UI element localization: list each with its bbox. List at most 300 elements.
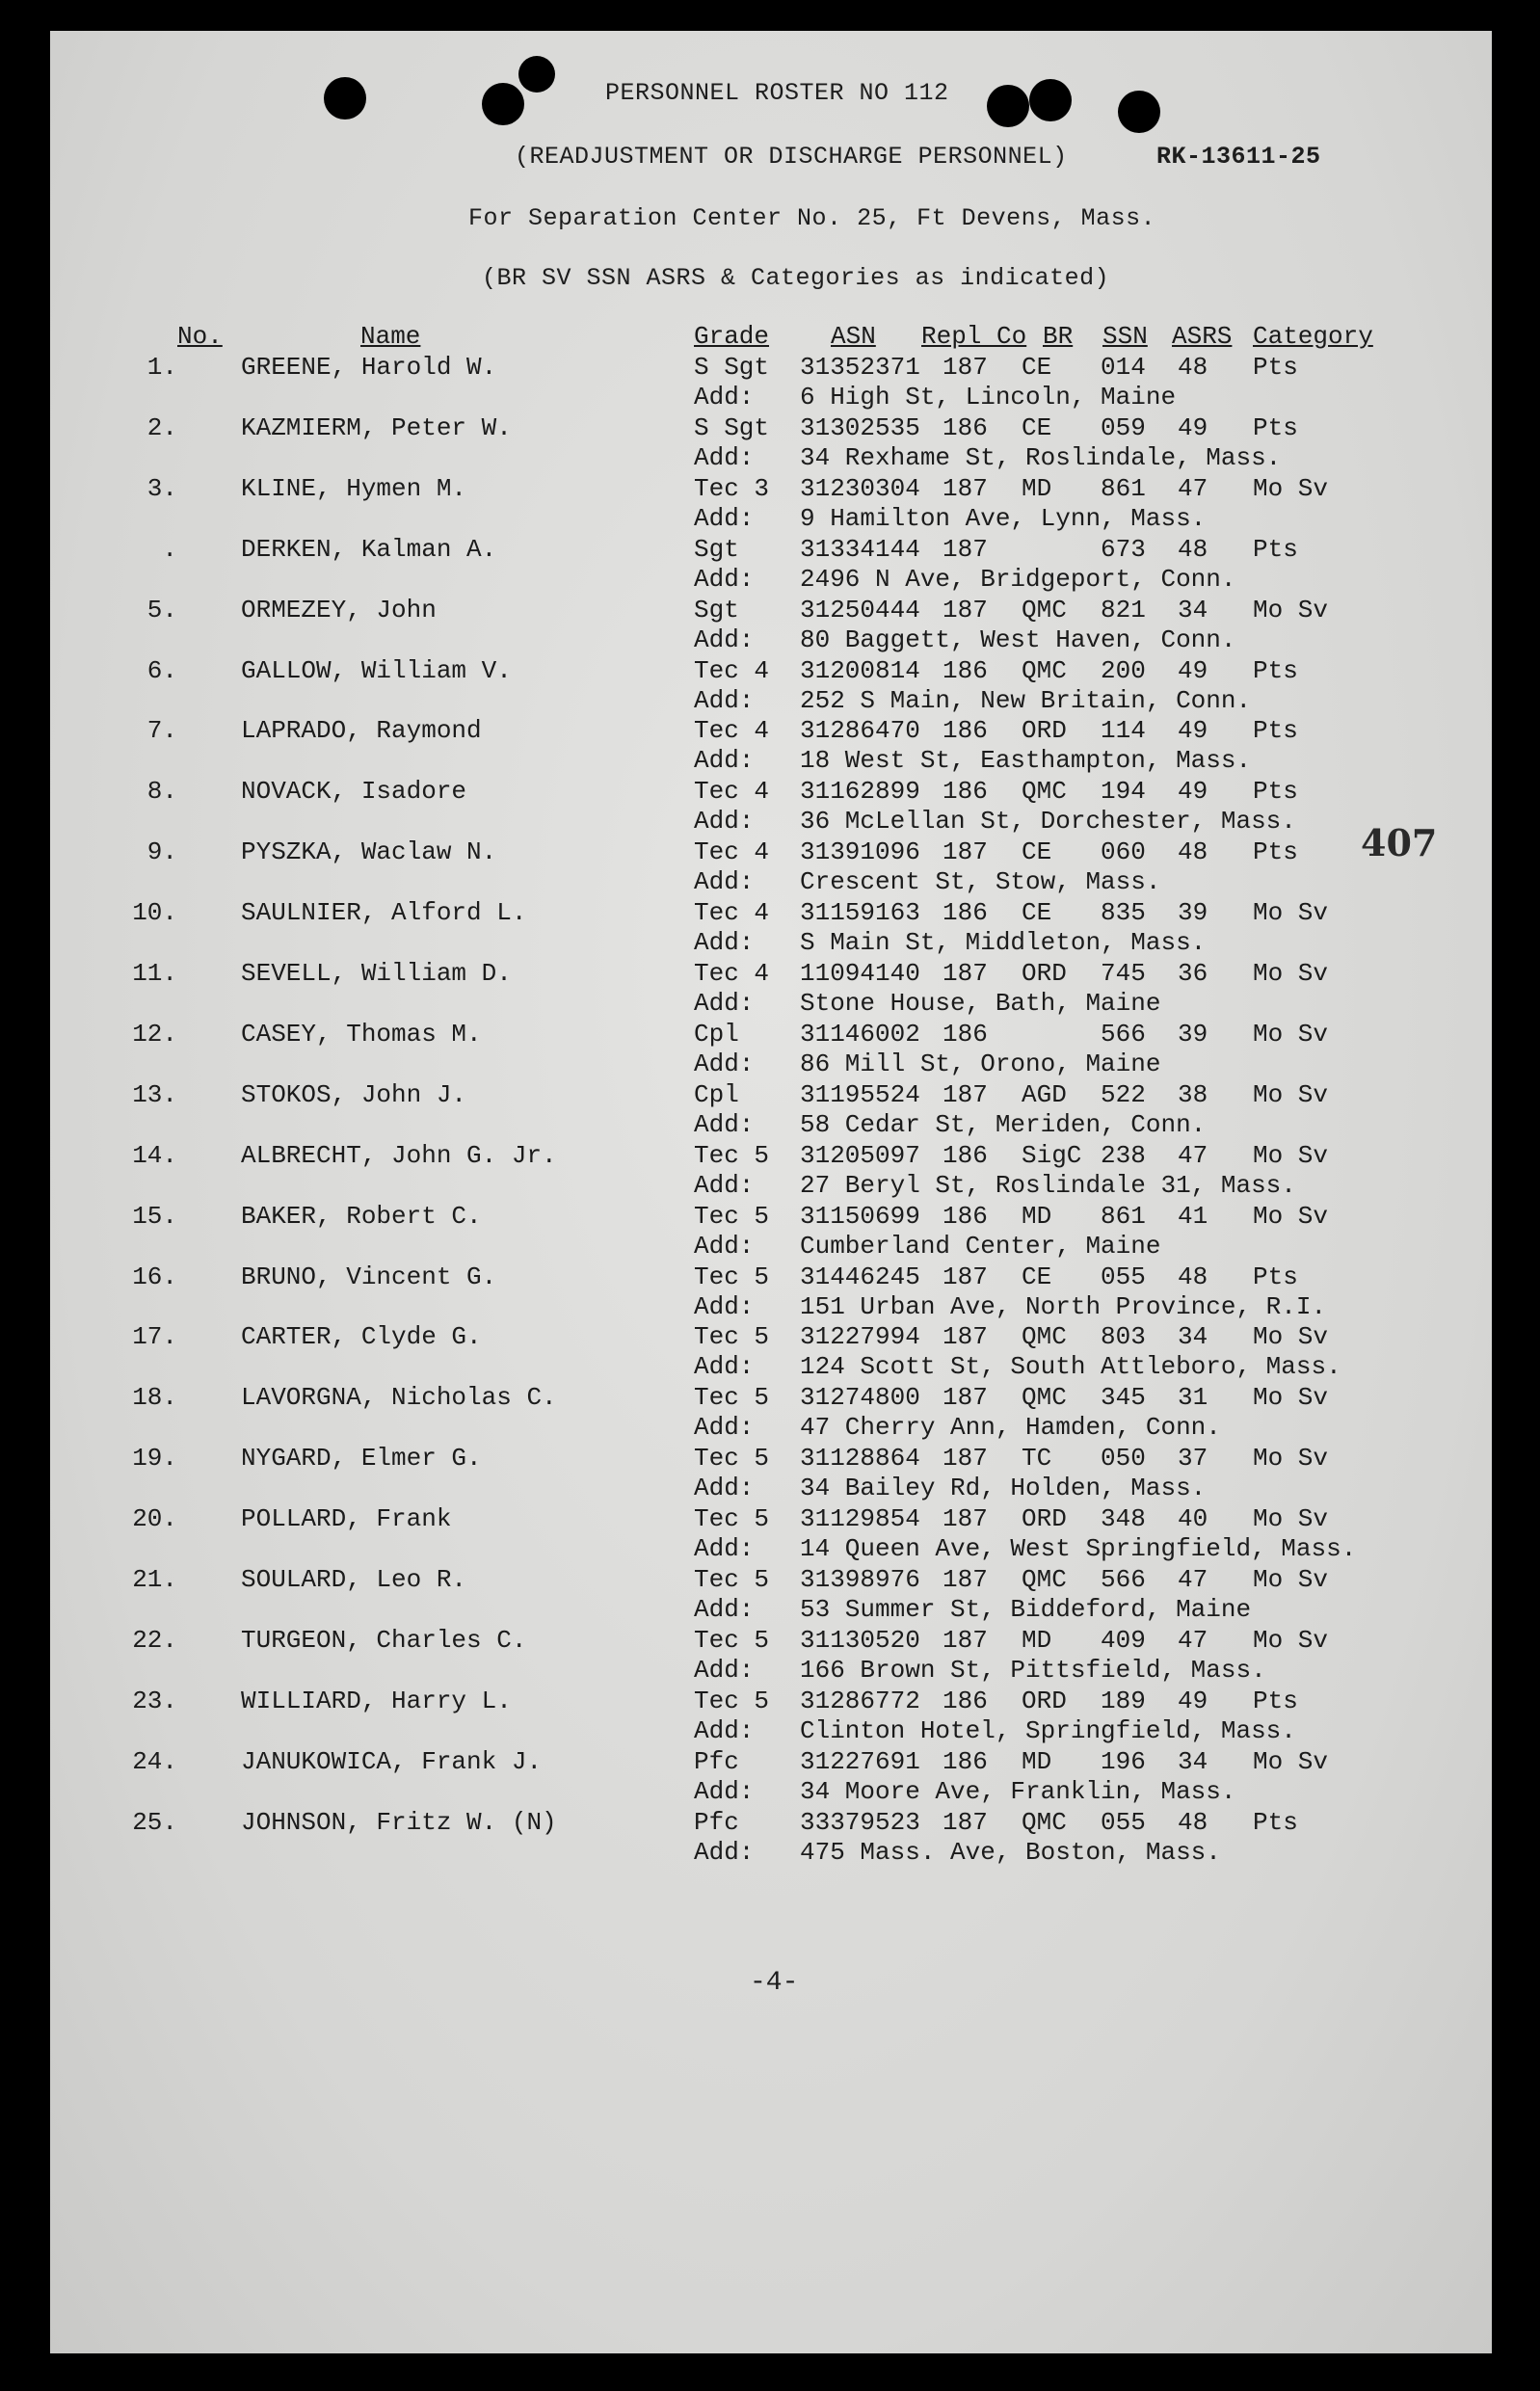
row-grade: Cpl <box>694 1079 739 1109</box>
row-asn: 31146002 <box>800 1019 920 1049</box>
row-grade: Sgt <box>694 534 739 564</box>
row-ssn: 196 <box>1101 1746 1146 1776</box>
row-asrs: 48 <box>1178 534 1208 564</box>
row-asrs: 47 <box>1178 1140 1208 1170</box>
punch-hole <box>482 83 524 125</box>
table-row <box>50 1504 1492 1565</box>
row-asn: 31162899 <box>800 777 920 807</box>
row-category: Pts <box>1253 534 1298 564</box>
row-grade: Sgt <box>694 595 739 624</box>
row-asn: 31352371 <box>800 353 920 382</box>
row-grade: Tec 4 <box>694 837 770 867</box>
row-no: 21. <box>132 1565 177 1594</box>
row-grade: Tec 5 <box>694 1262 770 1291</box>
row-repl: 186 <box>943 716 988 746</box>
row-repl: 186 <box>943 1746 988 1776</box>
row-category: Pts <box>1253 1262 1298 1291</box>
table-row <box>50 1565 1492 1626</box>
row-br: CE <box>1022 353 1052 382</box>
row-name: BRUNO, Vincent G. <box>241 1262 497 1291</box>
roster-subtitle: (READJUSTMENT OR DISCHARGE PERSONNEL) <box>515 143 1068 171</box>
row-asrs: 48 <box>1178 1807 1208 1837</box>
row-address: 18 West St, Easthampton, Mass. <box>800 746 1252 776</box>
table-row <box>50 656 1492 717</box>
row-ssn: 238 <box>1101 1140 1146 1170</box>
row-no: 10. <box>132 898 177 928</box>
row-br: QMC <box>1022 655 1067 685</box>
roster-page <box>50 31 1492 2353</box>
row-category: Pts <box>1253 716 1298 746</box>
row-repl: 187 <box>943 534 988 564</box>
row-name: PYSZKA, Waclaw N. <box>241 837 497 867</box>
row-ssn: 566 <box>1101 1019 1146 1049</box>
row-br: ORD <box>1022 959 1067 988</box>
page-number: -4- <box>750 1968 799 1998</box>
row-asn: 33379523 <box>800 1807 920 1837</box>
side-number: 407 <box>1361 821 1438 864</box>
punch-hole <box>1118 91 1160 133</box>
row-asn: 31195524 <box>800 1079 920 1109</box>
row-repl: 186 <box>943 1201 988 1231</box>
row-name: CARTER, Clyde G. <box>241 1322 482 1352</box>
row-ssn: 745 <box>1101 959 1146 988</box>
row-name: KAZMIERM, Peter W. <box>241 412 512 442</box>
row-grade: Tec 4 <box>694 777 770 807</box>
row-ssn: 189 <box>1101 1686 1146 1715</box>
row-no: 1. <box>146 353 177 382</box>
table-row <box>50 716 1492 777</box>
row-grade: Tec 5 <box>694 1504 770 1534</box>
row-address-label: Add: <box>694 1049 755 1078</box>
row-asn: 31398976 <box>800 1565 920 1594</box>
row-name: SAULNIER, Alford L. <box>241 898 527 928</box>
row-asrs: 49 <box>1178 777 1208 807</box>
row-address: 14 Queen Ave, West Springfield, Mass. <box>800 1534 1357 1564</box>
row-asn: 31446245 <box>800 1262 920 1291</box>
row-no: . <box>162 534 177 564</box>
row-no: 18. <box>132 1383 177 1413</box>
row-category: Mo Sv <box>1253 898 1329 928</box>
row-category: Mo Sv <box>1253 1625 1329 1655</box>
row-repl: 187 <box>943 1262 988 1291</box>
table-row <box>50 596 1492 656</box>
row-asn: 31159163 <box>800 898 920 928</box>
row-ssn: 345 <box>1101 1383 1146 1413</box>
row-ssn: 861 <box>1101 473 1146 503</box>
row-category: Mo Sv <box>1253 595 1329 624</box>
row-asn: 31230304 <box>800 473 920 503</box>
row-no: 11. <box>132 959 177 988</box>
row-repl: 187 <box>943 1807 988 1837</box>
table-row <box>50 777 1492 837</box>
col-header-name: Name <box>360 322 421 351</box>
row-address: 166 Brown St, Pittsfield, Mass. <box>800 1655 1266 1685</box>
row-name: JOHNSON, Fritz W. (N) <box>241 1807 557 1837</box>
row-br: SigC <box>1022 1140 1082 1170</box>
row-asn: 31128864 <box>800 1444 920 1474</box>
row-repl: 187 <box>943 473 988 503</box>
row-ssn: 861 <box>1101 1201 1146 1231</box>
row-name: ORMEZEY, John <box>241 595 437 624</box>
row-br: ORD <box>1022 1504 1067 1534</box>
row-ssn: 060 <box>1101 837 1146 867</box>
row-address: S Main St, Middleton, Mass. <box>800 928 1207 958</box>
col-header-asn: ASN <box>831 322 876 351</box>
row-repl: 186 <box>943 412 988 442</box>
row-name: NOVACK, Isadore <box>241 777 467 807</box>
col-header-grade: Grade <box>694 322 770 351</box>
row-br: CE <box>1022 837 1052 867</box>
table-row <box>50 535 1492 596</box>
row-address-label: Add: <box>694 1715 755 1745</box>
row-name: ALBRECHT, John G. Jr. <box>241 1140 557 1170</box>
col-header-repl: Repl Co <box>921 322 1027 351</box>
row-address: 47 Cherry Ann, Hamden, Conn. <box>800 1413 1221 1443</box>
row-name: STOKOS, John J. <box>241 1079 467 1109</box>
row-ssn: 114 <box>1101 716 1146 746</box>
row-category: Mo Sv <box>1253 959 1329 988</box>
row-ssn: 050 <box>1101 1444 1146 1474</box>
table-row <box>50 353 1492 413</box>
table-row <box>50 1626 1492 1687</box>
table-row <box>50 898 1492 959</box>
row-address-label: Add: <box>694 1170 755 1200</box>
table-row <box>50 1444 1492 1504</box>
row-address-label: Add: <box>694 1534 755 1564</box>
row-category: Pts <box>1253 1807 1298 1837</box>
table-row <box>50 1322 1492 1383</box>
row-repl: 187 <box>943 837 988 867</box>
row-br: ORD <box>1022 716 1067 746</box>
row-name: GREENE, Harold W. <box>241 353 497 382</box>
row-ssn: 200 <box>1101 655 1146 685</box>
row-address: Cumberland Center, Maine <box>800 1231 1161 1261</box>
row-address-label: Add: <box>694 624 755 654</box>
row-address: 6 High St, Lincoln, Maine <box>800 383 1177 412</box>
row-asn: 31391096 <box>800 837 920 867</box>
row-category: Pts <box>1253 837 1298 867</box>
row-grade: Tec 4 <box>694 655 770 685</box>
row-address: Clinton Hotel, Springfield, Mass. <box>800 1715 1296 1745</box>
row-category: Mo Sv <box>1253 1019 1329 1049</box>
row-name: DERKEN, Kalman A. <box>241 534 497 564</box>
row-grade: Cpl <box>694 1019 739 1049</box>
table-row <box>50 1080 1492 1141</box>
row-ssn: 566 <box>1101 1565 1146 1594</box>
row-br: MD <box>1022 1201 1052 1231</box>
table-row <box>50 1262 1492 1323</box>
row-address-label: Add: <box>694 1595 755 1624</box>
row-asrs: 47 <box>1178 1625 1208 1655</box>
row-asrs: 31 <box>1178 1383 1208 1413</box>
row-br: ORD <box>1022 1686 1067 1715</box>
row-name: KLINE, Hymen M. <box>241 473 467 503</box>
row-address-label: Add: <box>694 1413 755 1443</box>
row-repl: 187 <box>943 1322 988 1352</box>
row-grade: Tec 3 <box>694 473 770 503</box>
row-br: MD <box>1022 1746 1052 1776</box>
row-category: Pts <box>1253 655 1298 685</box>
row-repl: 187 <box>943 595 988 624</box>
row-repl: 187 <box>943 353 988 382</box>
row-address: 53 Summer St, Biddeford, Maine <box>800 1595 1252 1624</box>
row-grade: Tec 4 <box>694 716 770 746</box>
row-grade: Tec 5 <box>694 1322 770 1352</box>
row-category: Mo Sv <box>1253 1140 1329 1170</box>
row-name: SOULARD, Leo R. <box>241 1565 467 1594</box>
punch-hole <box>1029 79 1072 121</box>
row-category: Pts <box>1253 777 1298 807</box>
table-row <box>50 1747 1492 1808</box>
row-address-label: Add: <box>694 503 755 533</box>
row-asn: 31200814 <box>800 655 920 685</box>
row-no: 24. <box>132 1746 177 1776</box>
row-br: CE <box>1022 1262 1052 1291</box>
row-grade: Tec 4 <box>694 898 770 928</box>
row-address: 34 Bailey Rd, Holden, Mass. <box>800 1474 1207 1503</box>
row-asrs: 38 <box>1178 1079 1208 1109</box>
row-asrs: 47 <box>1178 473 1208 503</box>
row-grade: S Sgt <box>694 353 770 382</box>
row-asn: 31129854 <box>800 1504 920 1534</box>
row-category: Pts <box>1253 412 1298 442</box>
row-asn: 31205097 <box>800 1140 920 1170</box>
table-row <box>50 474 1492 535</box>
row-asn: 31150699 <box>800 1201 920 1231</box>
row-repl: 187 <box>943 1625 988 1655</box>
row-category: Mo Sv <box>1253 1201 1329 1231</box>
row-name: BAKER, Robert C. <box>241 1201 482 1231</box>
row-br: CE <box>1022 412 1052 442</box>
punch-hole <box>518 56 555 93</box>
table-row <box>50 1141 1492 1202</box>
row-name: TURGEON, Charles C. <box>241 1625 527 1655</box>
table-row <box>50 959 1492 1020</box>
table-row <box>50 413 1492 474</box>
col-header-ssn: SSN <box>1102 322 1148 351</box>
row-address: 34 Rexhame St, Roslindale, Mass. <box>800 442 1282 472</box>
row-asrs: 34 <box>1178 595 1208 624</box>
table-row <box>50 1808 1492 1869</box>
row-br: AGD <box>1022 1079 1067 1109</box>
row-br: QMC <box>1022 1565 1067 1594</box>
row-no: 15. <box>132 1201 177 1231</box>
row-grade: Tec 5 <box>694 1201 770 1231</box>
row-asn: 31227994 <box>800 1322 920 1352</box>
row-address-label: Add: <box>694 1655 755 1685</box>
row-ssn: 821 <box>1101 595 1146 624</box>
row-asrs: 34 <box>1178 1322 1208 1352</box>
row-no: 20. <box>132 1504 177 1534</box>
col-header-br: BR <box>1043 322 1074 351</box>
row-asn: 31130520 <box>800 1625 920 1655</box>
row-address: Crescent St, Stow, Mass. <box>800 867 1161 897</box>
row-asrs: 49 <box>1178 716 1208 746</box>
row-asrs: 48 <box>1178 353 1208 382</box>
separation-center: For Separation Center No. 25, Ft Devens, Mass. <box>468 204 1156 232</box>
row-ssn: 059 <box>1101 412 1146 442</box>
row-name: LAVORGNA, Nicholas C. <box>241 1383 557 1413</box>
row-ssn: 673 <box>1101 534 1146 564</box>
row-grade: Tec 5 <box>694 1140 770 1170</box>
punch-hole <box>324 77 366 120</box>
row-br: MD <box>1022 473 1052 503</box>
row-grade: Pfc <box>694 1807 739 1837</box>
row-grade: Tec 5 <box>694 1625 770 1655</box>
row-br: CE <box>1022 898 1052 928</box>
row-no: 16. <box>132 1262 177 1291</box>
row-asrs: 47 <box>1178 1565 1208 1594</box>
row-address-label: Add: <box>694 1291 755 1321</box>
row-no: 25. <box>132 1807 177 1837</box>
row-address-label: Add: <box>694 807 755 837</box>
row-grade: Pfc <box>694 1746 739 1776</box>
row-repl: 187 <box>943 1079 988 1109</box>
row-repl: 186 <box>943 1140 988 1170</box>
row-asn: 31274800 <box>800 1383 920 1413</box>
row-name: POLLARD, Frank <box>241 1504 452 1534</box>
row-address-label: Add: <box>694 1776 755 1806</box>
row-no: 5. <box>146 595 177 624</box>
col-header-asrs: ASRS <box>1172 322 1233 351</box>
row-ssn: 835 <box>1101 898 1146 928</box>
row-address: 58 Cedar St, Meriden, Conn. <box>800 1109 1207 1139</box>
row-address-label: Add: <box>694 928 755 958</box>
row-asn: 31250444 <box>800 595 920 624</box>
row-address: 475 Mass. Ave, Boston, Mass. <box>800 1837 1221 1867</box>
row-address: 252 S Main, New Britain, Conn. <box>800 685 1252 715</box>
row-category: Pts <box>1253 1686 1298 1715</box>
row-asrs: 49 <box>1178 1686 1208 1715</box>
row-asn: 31227691 <box>800 1746 920 1776</box>
row-address-label: Add: <box>694 1474 755 1503</box>
row-category: Mo Sv <box>1253 1383 1329 1413</box>
roster-note: (BR SV SSN ASRS & Categories as indicated) <box>482 264 1110 292</box>
row-asn: 31334144 <box>800 534 920 564</box>
row-repl: 186 <box>943 898 988 928</box>
row-address-label: Add: <box>694 867 755 897</box>
row-repl: 187 <box>943 1444 988 1474</box>
row-br: QMC <box>1022 1383 1067 1413</box>
row-no: 8. <box>146 777 177 807</box>
table-row <box>50 1202 1492 1262</box>
row-no: 2. <box>146 412 177 442</box>
roster-code: RK-13611-25 <box>1156 143 1321 171</box>
row-asn: 31302535 <box>800 412 920 442</box>
col-header-category: Category <box>1253 322 1373 351</box>
row-ssn: 055 <box>1101 1807 1146 1837</box>
row-no: 9. <box>146 837 177 867</box>
row-grade: S Sgt <box>694 412 770 442</box>
row-address: 86 Mill St, Orono, Maine <box>800 1049 1161 1078</box>
row-br: QMC <box>1022 595 1067 624</box>
row-asrs: 36 <box>1178 959 1208 988</box>
row-ssn: 409 <box>1101 1625 1146 1655</box>
row-address: Stone House, Bath, Maine <box>800 989 1161 1018</box>
row-asrs: 48 <box>1178 837 1208 867</box>
row-name: SEVELL, William D. <box>241 959 512 988</box>
row-ssn: 055 <box>1101 1262 1146 1291</box>
table-row <box>50 1020 1492 1080</box>
row-asrs: 37 <box>1178 1444 1208 1474</box>
row-address-label: Add: <box>694 564 755 594</box>
row-br: QMC <box>1022 1807 1067 1837</box>
row-address-label: Add: <box>694 1837 755 1867</box>
row-name: WILLIARD, Harry L. <box>241 1686 512 1715</box>
row-ssn: 348 <box>1101 1504 1146 1534</box>
row-ssn: 194 <box>1101 777 1146 807</box>
row-name: LAPRADO, Raymond <box>241 716 482 746</box>
row-asrs: 39 <box>1178 898 1208 928</box>
row-asrs: 40 <box>1178 1504 1208 1534</box>
row-name: GALLOW, William V. <box>241 655 512 685</box>
row-no: 7. <box>146 716 177 746</box>
row-category: Mo Sv <box>1253 473 1329 503</box>
row-address-label: Add: <box>694 1352 755 1382</box>
table-row <box>50 1383 1492 1444</box>
row-asn: 31286772 <box>800 1686 920 1715</box>
row-br: QMC <box>1022 777 1067 807</box>
row-name: CASEY, Thomas M. <box>241 1019 482 1049</box>
row-name: NYGARD, Elmer G. <box>241 1444 482 1474</box>
row-no: 17. <box>132 1322 177 1352</box>
row-address-label: Add: <box>694 1231 755 1261</box>
row-category: Pts <box>1253 353 1298 382</box>
row-br: MD <box>1022 1625 1052 1655</box>
row-no: 13. <box>132 1079 177 1109</box>
row-category: Mo Sv <box>1253 1746 1329 1776</box>
row-repl: 186 <box>943 1686 988 1715</box>
row-asn: 31286470 <box>800 716 920 746</box>
table-row <box>50 837 1492 898</box>
row-no: 22. <box>132 1625 177 1655</box>
row-address: 36 McLellan St, Dorchester, Mass. <box>800 807 1296 837</box>
row-address: 27 Beryl St, Roslindale 31, Mass. <box>800 1170 1296 1200</box>
row-address-label: Add: <box>694 989 755 1018</box>
row-repl: 186 <box>943 777 988 807</box>
row-asn: 11094140 <box>800 959 920 988</box>
row-no: 6. <box>146 655 177 685</box>
row-address-label: Add: <box>694 383 755 412</box>
row-br: QMC <box>1022 1322 1067 1352</box>
row-ssn: 522 <box>1101 1079 1146 1109</box>
row-address: 2496 N Ave, Bridgeport, Conn. <box>800 564 1236 594</box>
row-category: Mo Sv <box>1253 1444 1329 1474</box>
row-grade: Tec 5 <box>694 1383 770 1413</box>
row-category: Mo Sv <box>1253 1322 1329 1352</box>
row-address: 34 Moore Ave, Franklin, Mass. <box>800 1776 1236 1806</box>
row-repl: 186 <box>943 1019 988 1049</box>
row-asrs: 49 <box>1178 412 1208 442</box>
roster-title: PERSONNEL ROSTER NO 112 <box>605 79 949 107</box>
col-header-no: No. <box>177 322 223 351</box>
row-repl: 187 <box>943 959 988 988</box>
row-grade: Tec 5 <box>694 1565 770 1594</box>
row-ssn: 803 <box>1101 1322 1146 1352</box>
row-address: 151 Urban Ave, North Province, R.I. <box>800 1291 1327 1321</box>
row-category: Mo Sv <box>1253 1079 1329 1109</box>
row-no: 19. <box>132 1444 177 1474</box>
row-address-label: Add: <box>694 685 755 715</box>
row-category: Mo Sv <box>1253 1565 1329 1594</box>
row-br: TC <box>1022 1444 1052 1474</box>
row-grade: Tec 4 <box>694 959 770 988</box>
table-row <box>50 1687 1492 1747</box>
row-no: 23. <box>132 1686 177 1715</box>
row-name: JANUKOWICA, Frank J. <box>241 1746 543 1776</box>
row-no: 3. <box>146 473 177 503</box>
row-ssn: 014 <box>1101 353 1146 382</box>
